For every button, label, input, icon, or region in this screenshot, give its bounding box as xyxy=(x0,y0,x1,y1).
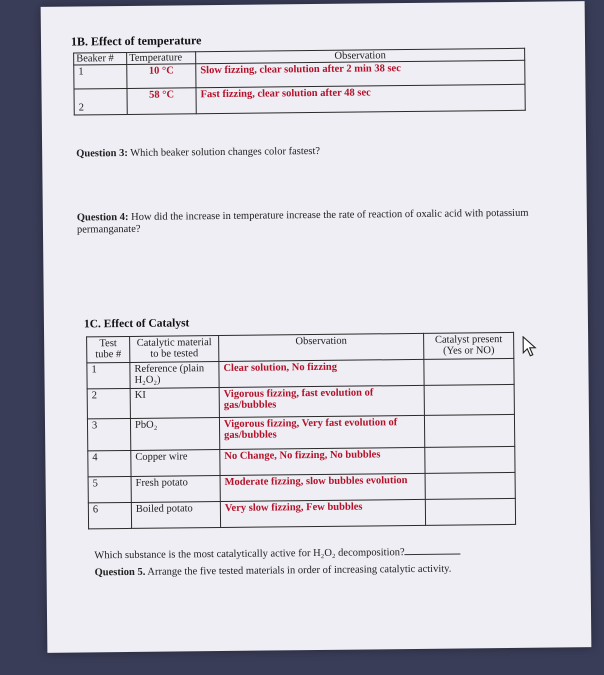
question-5-label: Question 5. xyxy=(94,566,146,579)
section-c-title: 1C. Effect of Catalyst xyxy=(83,317,190,331)
material-name: Boiled potato xyxy=(131,502,220,529)
table-row xyxy=(87,384,514,418)
material-name: Copper wire xyxy=(131,450,220,477)
catalyst-present-cell[interactable] xyxy=(424,384,514,415)
mouse-pointer-icon xyxy=(522,336,538,358)
question-3-text: Which beaker solution changes color fastest? xyxy=(130,145,321,159)
catalyst-present-cell[interactable] xyxy=(425,446,515,473)
catalyst-present-cell[interactable] xyxy=(424,358,514,385)
table-row xyxy=(87,414,514,450)
observation-text: Vigorous fizzing, fast evolution of gas/bubbles xyxy=(219,385,424,417)
question-most-active xyxy=(94,544,460,561)
header-observation: Observation xyxy=(196,48,525,63)
catalyst-present-cell[interactable] xyxy=(425,498,515,525)
catalyst-table xyxy=(86,332,516,529)
header-observation: Observation xyxy=(219,333,424,361)
question-most-active-text: Which substance is the most catalytically active for H₂O₂ decomposition? xyxy=(94,547,405,562)
tube-number: 2 xyxy=(87,388,130,418)
header-temperature: Temperature xyxy=(127,52,196,65)
material-name: Reference (plain H₂O₂) xyxy=(130,362,219,389)
observation-text: No Change, No fizzing, No bubbles xyxy=(220,447,425,475)
tube-number: 4 xyxy=(88,450,131,476)
header-beaker: Beaker # xyxy=(74,52,127,65)
question-5 xyxy=(95,564,452,579)
section-b-title: 1B. Effect of temperature xyxy=(70,33,202,49)
catalyst-present-cell[interactable] xyxy=(425,472,515,499)
question-3 xyxy=(76,146,320,160)
tube-number: 6 xyxy=(88,502,131,528)
observation-text: Clear solution, No fizzing xyxy=(219,359,424,387)
answer-blank[interactable] xyxy=(405,544,461,555)
observation-text: Moderate fizzing, slow bubbles evolution xyxy=(220,473,425,501)
beaker-number: 1 xyxy=(74,64,127,89)
question-5-text: Arrange the five tested materials in order of increasing catalytic activity. xyxy=(147,563,452,578)
header-material: Catalytic material to be tested xyxy=(130,336,219,363)
observation-text: Fast fizzing, clear solution after 48 sec xyxy=(196,84,525,113)
catalyst-present-cell[interactable] xyxy=(424,414,514,447)
question-4 xyxy=(77,208,537,237)
question-4-text: How did the increase in temperature increase the rate of reaction of oxalic acid with potassium permanganate? xyxy=(76,207,529,236)
question-4-label: Question 4: xyxy=(76,211,129,224)
material-name: Fresh potato xyxy=(131,476,220,503)
observation-text: Very slow fizzing, Few bubbles xyxy=(220,499,425,527)
table-row xyxy=(74,84,525,115)
table-row xyxy=(88,498,515,528)
question-3-label: Question 3: xyxy=(76,147,128,160)
tube-number: 5 xyxy=(88,476,131,502)
worksheet-page xyxy=(41,1,592,653)
tube-number: 3 xyxy=(87,418,130,450)
observation-text: Slow fizzing, clear solution after 2 min 38 sec xyxy=(196,60,525,87)
temperature-value: 58 °C xyxy=(127,88,196,115)
header-catalyst-present: Catalyst present (Yes or NO) xyxy=(424,332,514,359)
header-tube: Test tube # xyxy=(87,336,130,362)
observation-text: Vigorous fizzing, Very fast evolution of gas/bubbles xyxy=(219,415,424,449)
temperature-table xyxy=(73,48,526,116)
material-name: PbO₂ xyxy=(130,418,219,451)
tube-number: 1 xyxy=(87,362,130,388)
beaker-number: 2 xyxy=(74,88,127,115)
material-name: KI xyxy=(130,388,219,419)
temperature-value: 10 °C xyxy=(127,64,196,89)
